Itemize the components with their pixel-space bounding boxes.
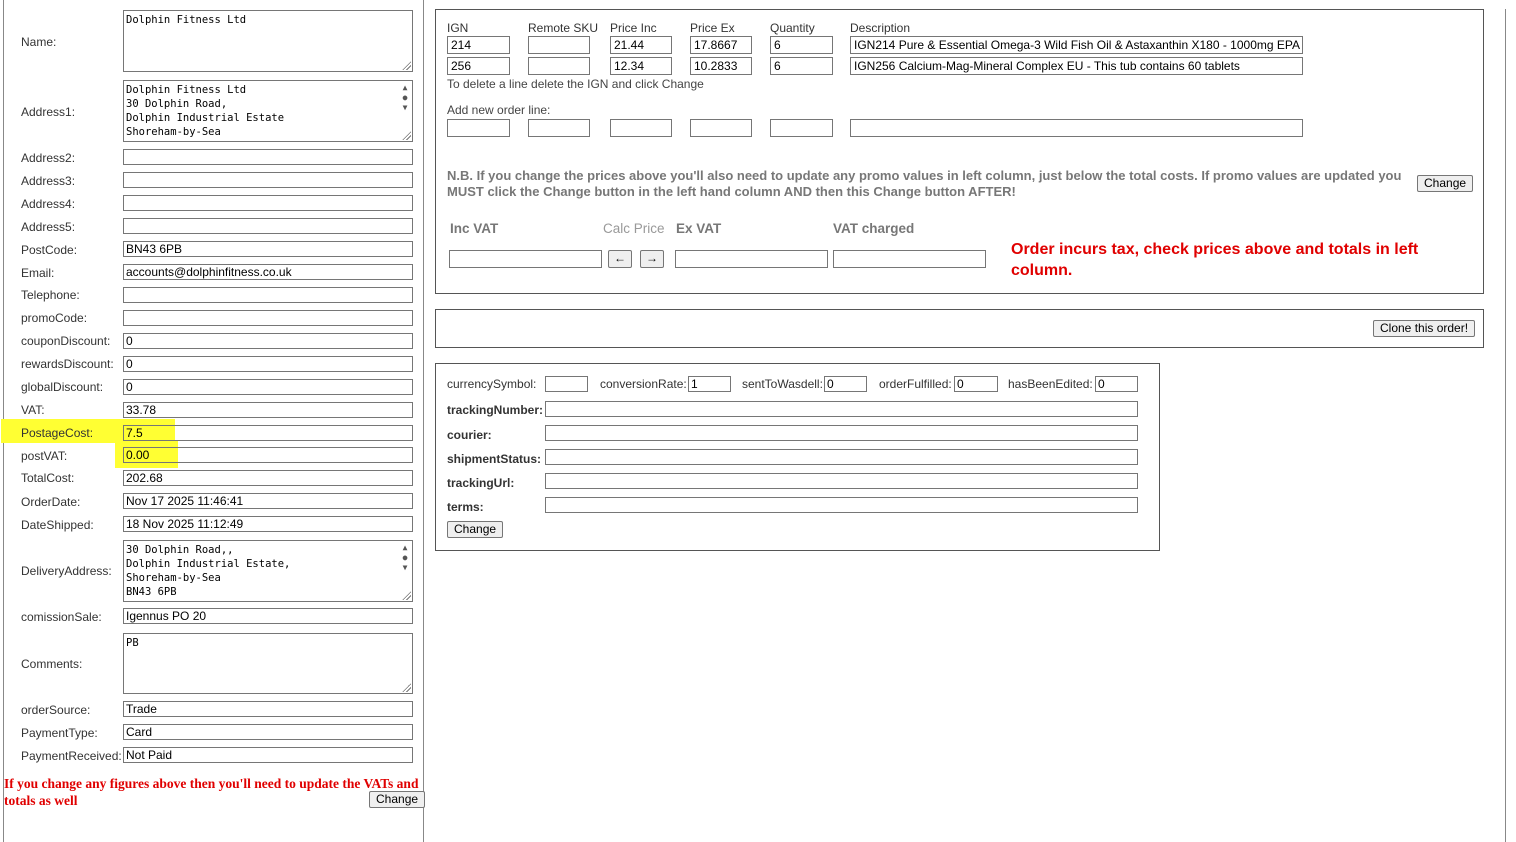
order-source-label: orderSource:	[21, 703, 91, 717]
line1-sku-input[interactable]	[528, 36, 590, 54]
shipping-change-button[interactable]: Change	[447, 521, 503, 538]
currency-symbol-input[interactable]	[545, 376, 588, 392]
calc-left-arrow-button[interactable]: ←	[608, 250, 632, 268]
conversion-rate-input[interactable]: 1	[688, 376, 731, 392]
commission-sale-label: comissionSale:	[21, 610, 102, 624]
rewards-discount-label: rewardsDiscount:	[21, 357, 114, 371]
payment-type-input[interactable]: Card	[123, 724, 413, 740]
scrollbar-icon[interactable]: ▲ ● ▼	[402, 543, 408, 572]
inc-vat-label: Inc VAT	[450, 221, 499, 236]
address5-label: Address5:	[21, 220, 76, 234]
customer-details-column	[3, 0, 424, 842]
courier-label: courier:	[447, 428, 492, 442]
remote-sku-header: Remote SKU	[528, 21, 599, 35]
ex-vat-label: Ex VAT	[676, 221, 722, 236]
tracking-number-label: trackingNumber:	[447, 403, 544, 417]
date-shipped-input[interactable]: 18 Nov 2025 11:12:49	[123, 516, 413, 532]
address5-input[interactable]	[123, 218, 413, 234]
address2-input[interactable]	[123, 149, 413, 165]
new-sku-input[interactable]	[528, 119, 590, 137]
ex-vat-input[interactable]	[675, 250, 828, 268]
postage-cost-label: PostageCost:	[21, 426, 94, 440]
coupon-discount-input[interactable]: 0	[123, 333, 413, 349]
description-header: Description	[850, 21, 911, 35]
new-price-inc-input[interactable]	[610, 119, 672, 137]
promocode-input[interactable]	[123, 310, 413, 326]
delivery-address-label: DeliveryAddress:	[21, 564, 112, 578]
post-vat-input[interactable]: 0.00	[123, 447, 413, 463]
has-been-edited-input[interactable]: 0	[1095, 376, 1138, 392]
clone-order-button[interactable]: Clone this order!	[1373, 320, 1475, 337]
line1-price-ex-input[interactable]: 17.8667	[690, 36, 752, 54]
vat-input[interactable]: 33.78	[123, 402, 413, 418]
resize-grip-icon[interactable]	[402, 61, 411, 70]
calc-right-arrow-button[interactable]: →	[640, 250, 664, 268]
telephone-input[interactable]	[123, 287, 413, 303]
name-textarea[interactable]	[123, 10, 413, 72]
conversion-rate-label: conversionRate:	[600, 377, 687, 391]
clone-panel	[435, 309, 1484, 348]
delete-line-hint: To delete a line delete the IGN and click Change	[447, 77, 704, 91]
shipping-panel	[435, 363, 1160, 551]
rewards-discount-input[interactable]: 0	[123, 356, 413, 372]
currency-symbol-label: currencySymbol:	[447, 377, 537, 391]
post-vat-label: postVAT:	[21, 449, 68, 463]
shipment-status-input[interactable]	[545, 449, 1138, 465]
promocode-label: promoCode:	[21, 311, 88, 325]
address1-textarea[interactable]	[123, 80, 413, 142]
address1-label: Address1:	[21, 105, 76, 119]
address1-value: Dolphin Fitness Ltd 30 Dolphin Road, Dolphin Industrial Estate Shoreham-by-Sea	[126, 84, 285, 138]
line1-price-inc-input[interactable]: 21.44	[610, 36, 672, 54]
line1-ign-input[interactable]: 214	[447, 36, 510, 54]
line2-quantity-input[interactable]: 6	[770, 57, 833, 75]
delivery-address-value: 30 Dolphin Road,, Dolphin Industrial Estate, Shoreham-by-Sea BN43 6PB	[126, 544, 291, 598]
vat-charged-input[interactable]	[833, 250, 986, 268]
vat-label: VAT:	[21, 403, 45, 417]
name-value: Dolphin Fitness Ltd	[126, 14, 247, 26]
global-discount-label: globalDiscount:	[21, 380, 104, 394]
address3-input[interactable]	[123, 172, 413, 188]
payment-type-label: PaymentType:	[21, 726, 98, 740]
commission-sale-input[interactable]: Igennus PO 20	[123, 608, 413, 624]
total-cost-input[interactable]: 202.68	[123, 470, 413, 486]
new-quantity-input[interactable]	[770, 119, 833, 137]
line2-sku-input[interactable]	[528, 57, 590, 75]
new-price-ex-input[interactable]	[690, 119, 752, 137]
courier-input[interactable]	[545, 425, 1138, 441]
shipment-status-label: shipmentStatus:	[447, 452, 542, 466]
address4-label: Address4:	[21, 197, 76, 211]
comments-label: Comments:	[21, 657, 83, 671]
inc-vat-input[interactable]	[449, 250, 602, 268]
order-lines-panel	[435, 9, 1484, 294]
line2-price-ex-input[interactable]: 10.2833	[690, 57, 752, 75]
email-label: Email:	[21, 266, 55, 280]
line2-description-input[interactable]: IGN256 Calcium-Mag-Mineral Complex EU - This tub contains 60 tablets	[850, 57, 1303, 75]
order-fulfilled-input[interactable]: 0	[954, 376, 998, 392]
price-ex-header: Price Ex	[690, 21, 735, 35]
sent-to-wasdell-input[interactable]: 0	[824, 376, 867, 392]
has-been-edited-label: hasBeenEdited:	[1008, 377, 1093, 391]
quantity-header: Quantity	[770, 21, 815, 35]
payment-received-label: PaymentReceived:	[21, 749, 122, 763]
resize-grip-icon[interactable]	[402, 131, 411, 140]
order-source-input[interactable]: Trade	[123, 701, 413, 717]
left-change-button[interactable]: Change	[369, 791, 425, 808]
ign-header: IGN	[447, 21, 469, 35]
add-line-label: Add new order line:	[447, 103, 551, 117]
address2-label: Address2:	[21, 151, 76, 165]
tracking-number-input[interactable]	[545, 401, 1138, 417]
global-discount-input[interactable]: 0	[123, 379, 413, 395]
tax-warning: Order incurs tax, check prices above and totals in left column.	[1011, 241, 1419, 279]
vat-charged-label: VAT charged	[833, 221, 915, 236]
tracking-url-label: trackingUrl:	[447, 476, 515, 490]
date-shipped-label: DateShipped:	[21, 518, 94, 532]
delivery-address-textarea[interactable]	[123, 540, 413, 602]
resize-grip-icon[interactable]	[402, 591, 411, 600]
resize-grip-icon[interactable]	[402, 683, 411, 692]
calc-price-label: Calc Price	[603, 221, 665, 236]
terms-input[interactable]	[545, 497, 1138, 513]
telephone-label: Telephone:	[21, 288, 80, 302]
sent-to-wasdell-label: sentToWasdell:	[742, 377, 823, 391]
comments-textarea[interactable]	[123, 633, 413, 694]
total-cost-label: TotalCost:	[21, 471, 75, 485]
comments-value: PB	[126, 637, 139, 649]
line1-description-input[interactable]: IGN214 Pure & Essential Omega-3 Wild Fish Oil & Astaxanthin X180 - 1000mg EPA	[850, 36, 1303, 54]
payment-received-input[interactable]: Not Paid	[123, 747, 413, 763]
terms-label: terms:	[447, 500, 484, 514]
name-label: Name:	[21, 35, 57, 49]
order-fulfilled-label: orderFulfilled:	[879, 377, 952, 391]
email-input[interactable]: accounts@dolphinfitness.co.uk	[123, 264, 413, 280]
scrollbar-icon[interactable]: ▲ ● ▼	[402, 83, 408, 112]
tracking-url-input[interactable]	[545, 473, 1138, 489]
figures-warning: If you change any figures above then you'll need to update the VATs and totals as well	[4, 776, 419, 808]
postcode-label: PostCode:	[21, 243, 78, 257]
order-lines-change-button[interactable]: Change	[1417, 175, 1473, 192]
line2-ign-input[interactable]: 256	[447, 57, 510, 75]
postage-cost-input[interactable]: 7.5	[123, 425, 413, 441]
postcode-input[interactable]: BN43 6PB	[123, 241, 413, 257]
new-ign-input[interactable]	[447, 119, 510, 137]
address3-label: Address3:	[21, 174, 76, 188]
coupon-discount-label: couponDiscount:	[21, 334, 111, 348]
order-date-label: OrderDate:	[21, 495, 81, 509]
line1-quantity-input[interactable]: 6	[770, 36, 833, 54]
order-date-input[interactable]: Nov 17 2025 11:46:41	[123, 493, 413, 509]
price-inc-header: Price Inc	[610, 21, 657, 35]
right-divider	[1505, 9, 1506, 842]
price-change-note: N.B. If you change the prices above you'll also need to update any promo values in left column, just below the total costs. If promo values are updated you MUST click the Change button in the left hand column AND then this Change button AFTER!	[447, 168, 1402, 199]
address4-input[interactable]	[123, 195, 413, 211]
new-description-input[interactable]	[850, 119, 1303, 137]
line2-price-inc-input[interactable]: 12.34	[610, 57, 672, 75]
